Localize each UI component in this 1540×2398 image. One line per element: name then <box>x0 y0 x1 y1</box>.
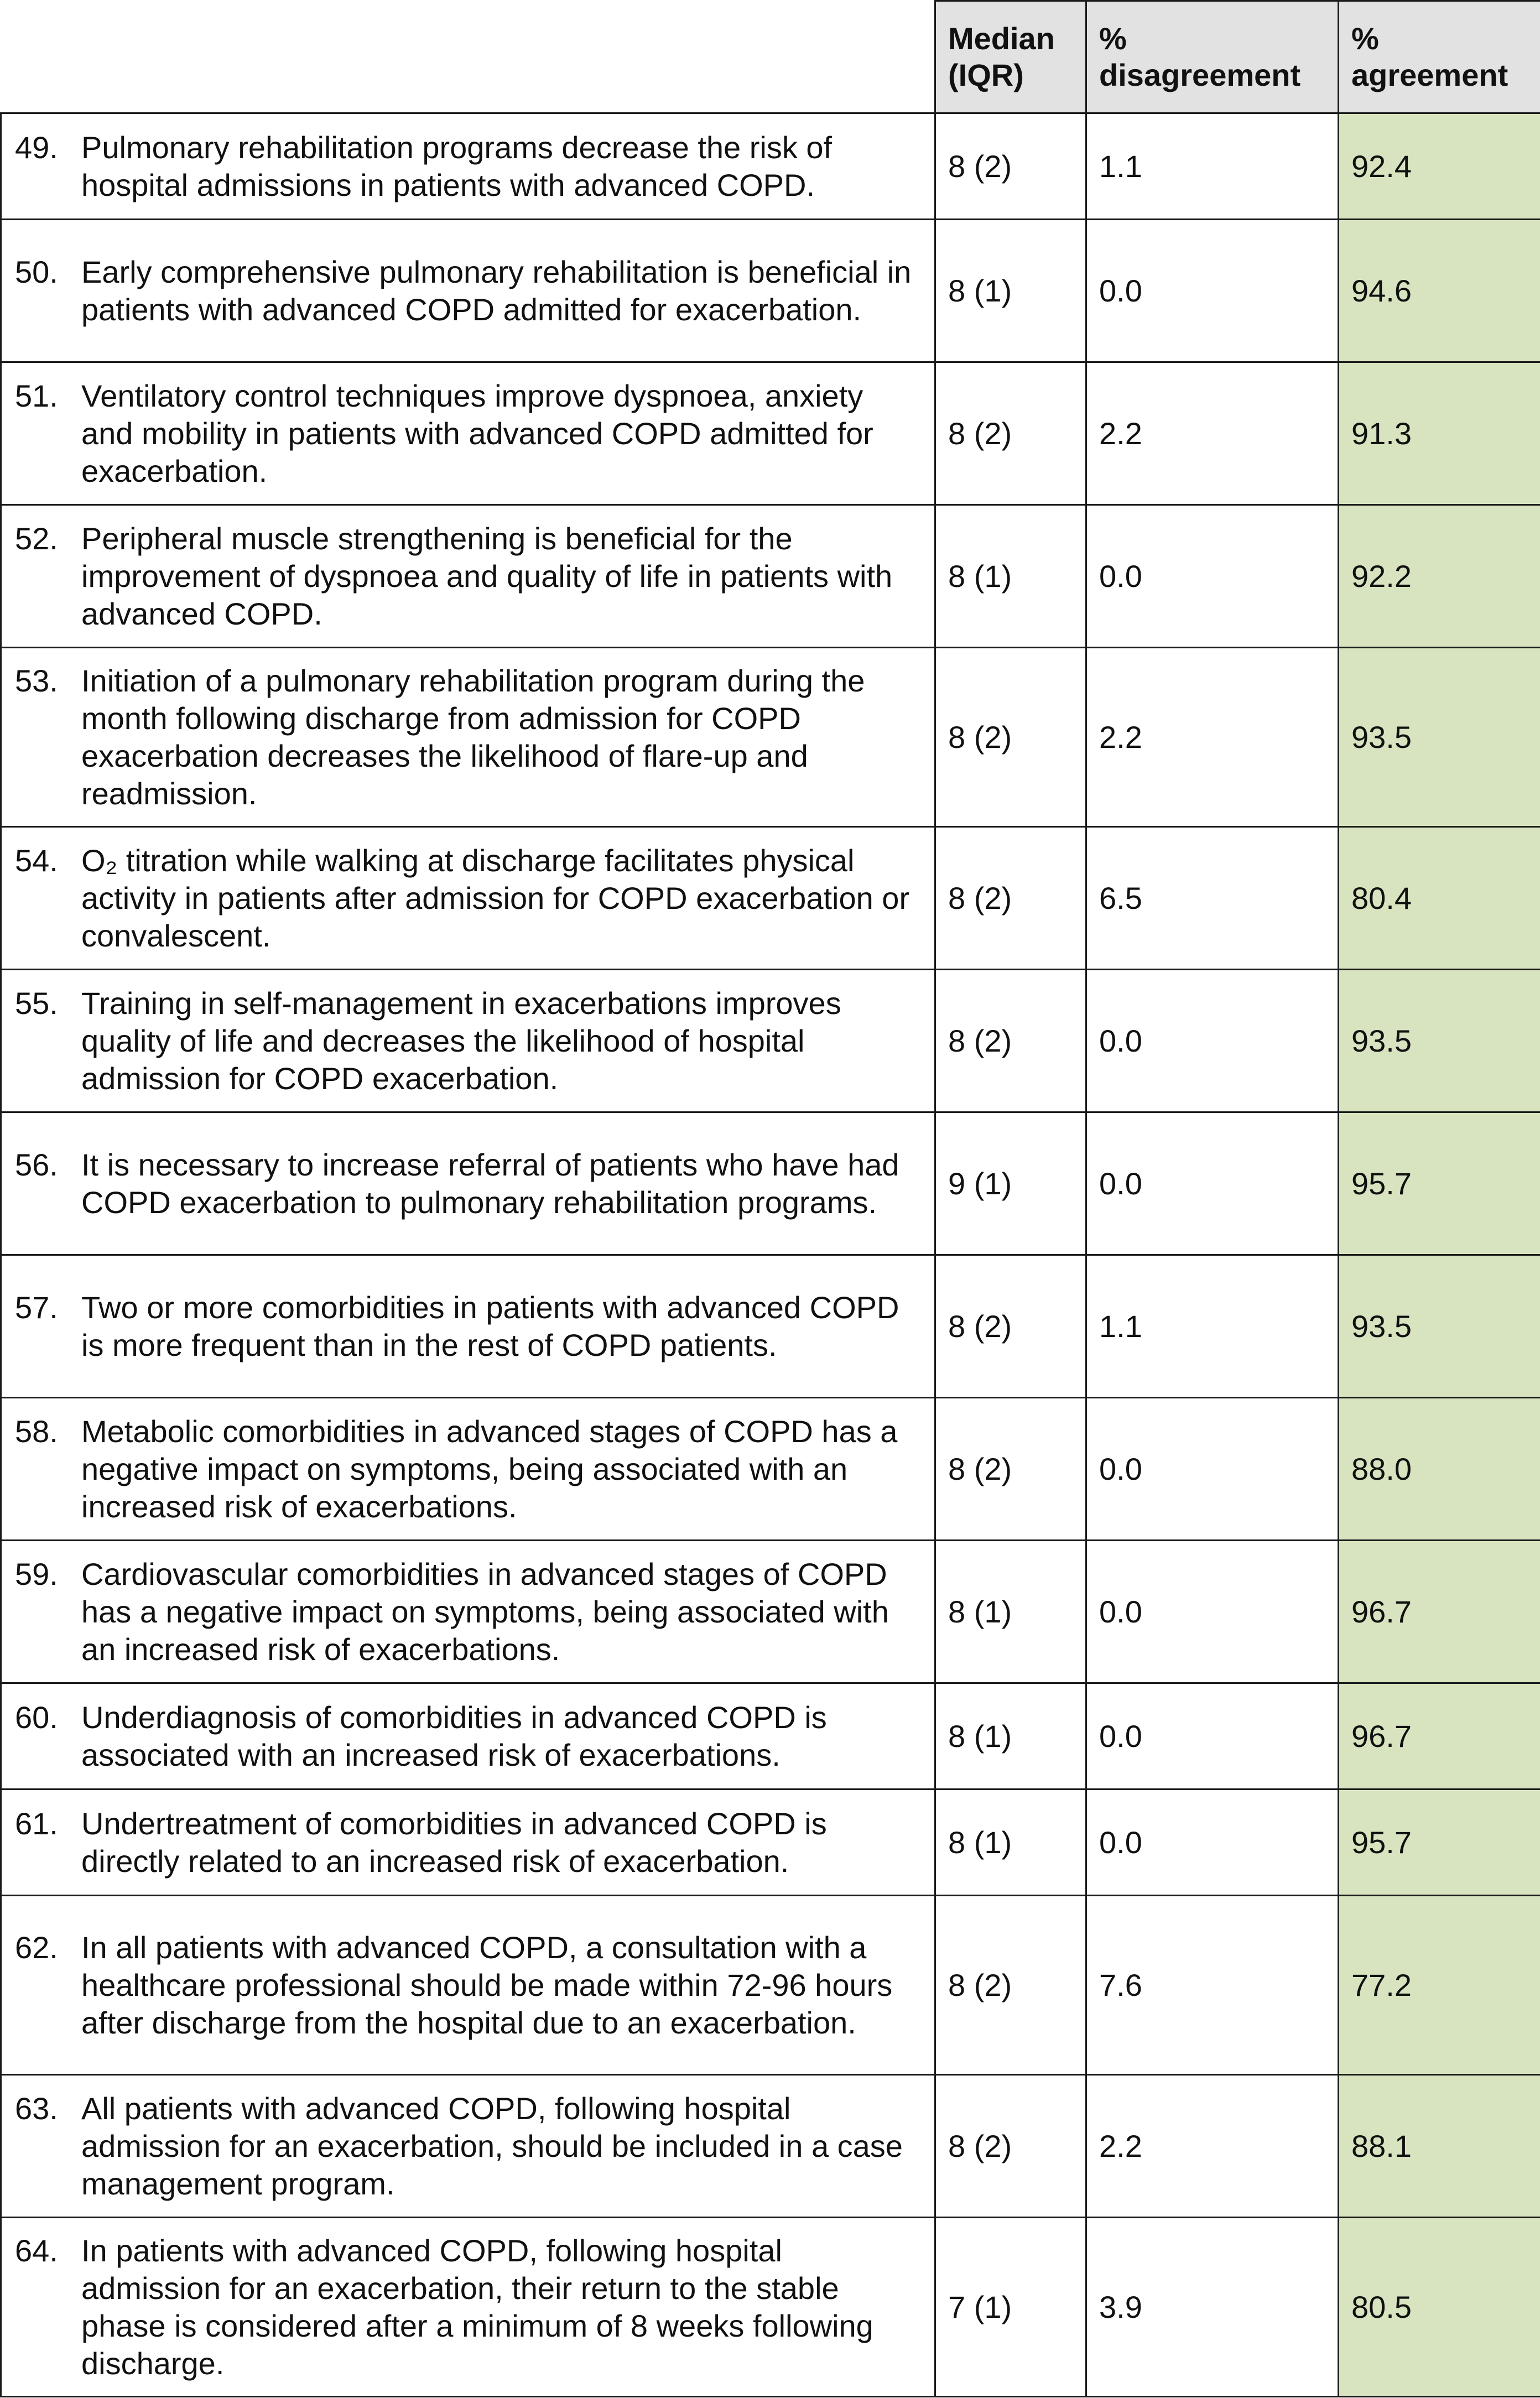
statement-cell <box>1 1896 935 2075</box>
disagreement-cell: 6.5 <box>1086 827 1339 970</box>
statement-number: 60. <box>15 1699 58 1735</box>
statement-text: Metabolic comorbidities in advanced stages of COPD has a negative impact on symptoms, being associated with an increased risk of exacerbations. <box>81 1413 898 1524</box>
table-row <box>1 1896 1540 2075</box>
statement-number: 51. <box>15 378 58 413</box>
statement-content <box>15 377 923 490</box>
median-cell: 8 (2) <box>935 362 1086 505</box>
statement-text: Ventilatory control techniques improve dyspnoea, anxiety and mobility in patients with advanced COPD admitted for exacerbation. <box>81 378 873 488</box>
table-row <box>1 113 1540 220</box>
disagreement-cell: 0.0 <box>1086 1683 1339 1790</box>
agreement-cell: 94.6 <box>1339 220 1540 362</box>
disagreement-cell: 0.0 <box>1086 220 1339 362</box>
statement-content <box>15 1699 923 1774</box>
disagreement-cell: 0.0 <box>1086 1790 1339 1896</box>
agreement-cell: 95.7 <box>1339 1112 1540 1255</box>
statement-number: 50. <box>15 254 58 289</box>
disagreement-cell: 2.2 <box>1086 362 1339 505</box>
disagreement-cell: 0.0 <box>1086 970 1339 1112</box>
disagreement-cell: 2.2 <box>1086 2075 1339 2218</box>
disagreement-cell: 2.2 <box>1086 648 1339 827</box>
header-agreement: % agreement <box>1339 1 1540 113</box>
statement-content <box>15 842 923 955</box>
statement-text: Early comprehensive pulmonary rehabilitation is beneficial in patients with advanced COPD admitted for exacerbation. <box>81 254 912 327</box>
agreement-cell: 95.7 <box>1339 1790 1540 1896</box>
agreement-cell: 88.0 <box>1339 1398 1540 1541</box>
statement-content <box>15 1413 923 1526</box>
disagreement-cell: 1.1 <box>1086 113 1339 220</box>
median-cell: 8 (2) <box>935 2075 1086 2218</box>
statement-cell <box>1 362 935 505</box>
statement-number: 59. <box>15 1556 58 1591</box>
header-median: Median (IQR) <box>935 1 1086 113</box>
statement-text: In all patients with advanced COPD, a consultation with a healthcare professional should be made within 72-96 hours after discharge from the hospital due to an exacerbation. <box>81 1929 893 2040</box>
median-cell: 8 (1) <box>935 1790 1086 1896</box>
statement-cell <box>1 220 935 362</box>
table-row <box>1 220 1540 362</box>
header-row <box>1 1 1540 113</box>
table-row <box>1 1112 1540 1255</box>
disagreement-cell: 3.9 <box>1086 2218 1339 2397</box>
median-cell: 8 (1) <box>935 1683 1086 1790</box>
median-cell: 8 (1) <box>935 1541 1086 1683</box>
statement-number: 62. <box>15 1929 58 1965</box>
table-row <box>1 1541 1540 1683</box>
agreement-cell: 88.1 <box>1339 2075 1540 2218</box>
statement-content <box>15 662 923 813</box>
statement-text: Peripheral muscle strengthening is beneficial for the improvement of dyspnoea and quality of life in patients with advanced COPD. <box>81 521 893 631</box>
table-row <box>1 1790 1540 1896</box>
statement-cell <box>1 1398 935 1541</box>
statement-number: 49. <box>15 129 58 165</box>
statement-number: 63. <box>15 2090 58 2126</box>
statement-number: 58. <box>15 1413 58 1449</box>
header-blank-cell <box>1 1 935 113</box>
statement-cell <box>1 2075 935 2218</box>
agreement-cell: 93.5 <box>1339 648 1540 827</box>
table-row <box>1 1255 1540 1398</box>
statement-text: Undertreatment of comorbidities in advanced COPD is directly related to an increased risk of exacerbation. <box>81 1806 827 1879</box>
statement-number: 54. <box>15 842 58 878</box>
median-cell: 8 (1) <box>935 505 1086 648</box>
statement-cell <box>1 2218 935 2397</box>
statement-cell <box>1 827 935 970</box>
statement-text: Training in self-management in exacerbations improves quality of life and decreases the likelihood of hospital admission for COPD exacerbation. <box>81 985 841 1096</box>
table-row <box>1 2218 1540 2397</box>
statement-text: Cardiovascular comorbidities in advanced stages of COPD has a negative impact on symptoms, being associated with an increased risk of exacerbations. <box>81 1556 889 1667</box>
statement-text: Pulmonary rehabilitation programs decrease the risk of hospital admissions in patients with advanced COPD. <box>81 129 833 202</box>
median-cell: 8 (2) <box>935 1896 1086 2075</box>
header-disagreement: % disagreement <box>1086 1 1339 113</box>
statement-cell <box>1 1790 935 1896</box>
table-row <box>1 1398 1540 1541</box>
statement-content <box>15 1289 923 1364</box>
median-cell: 7 (1) <box>935 2218 1086 2397</box>
median-cell: 8 (2) <box>935 648 1086 827</box>
median-cell: 8 (2) <box>935 1398 1086 1541</box>
agreement-cell: 80.5 <box>1339 2218 1540 2397</box>
statement-content <box>15 1146 923 1221</box>
median-cell: 8 (2) <box>935 1255 1086 1398</box>
median-cell: 9 (1) <box>935 1112 1086 1255</box>
median-cell: 8 (2) <box>935 970 1086 1112</box>
statement-text: All patients with advanced COPD, following hospital admission for an exacerbation, should be included in a case management program. <box>81 2090 903 2201</box>
statement-content <box>15 2232 923 2383</box>
statement-number: 56. <box>15 1147 58 1182</box>
agreement-cell: 96.7 <box>1339 1683 1540 1790</box>
statement-text: Underdiagnosis of comorbidities in advanced COPD is associated with an increased risk of exacerbations. <box>81 1699 827 1772</box>
table-row <box>1 1683 1540 1790</box>
statement-cell <box>1 970 935 1112</box>
statement-text: It is necessary to increase referral of patients who have had COPD exacerbation to pulmonary rehabilitation programs. <box>81 1147 899 1220</box>
statement-number: 52. <box>15 521 58 556</box>
median-cell: 8 (2) <box>935 113 1086 220</box>
disagreement-cell: 0.0 <box>1086 1398 1339 1541</box>
table-row <box>1 505 1540 648</box>
statement-text: Initiation of a pulmonary rehabilitation program during the month following discharge from admission for COPD exacerbation decreases the likelihood of flare-up and readmission. <box>81 663 865 811</box>
agreement-cell: 96.7 <box>1339 1541 1540 1683</box>
table-row <box>1 362 1540 505</box>
median-cell: 8 (1) <box>935 220 1086 362</box>
table-row <box>1 827 1540 970</box>
statement-content <box>15 129 923 204</box>
statement-cell <box>1 1112 935 1255</box>
table-row <box>1 970 1540 1112</box>
statement-number: 57. <box>15 1289 58 1325</box>
statement-number: 64. <box>15 2233 58 2268</box>
statement-content <box>15 253 923 329</box>
statement-cell <box>1 648 935 827</box>
statement-content <box>15 2090 923 2203</box>
statement-text: Two or more comorbidities in patients with advanced COPD is more frequent than in the rest of COPD patients. <box>81 1289 899 1362</box>
median-cell: 8 (2) <box>935 827 1086 970</box>
statement-number: 53. <box>15 663 58 698</box>
statement-cell <box>1 1541 935 1683</box>
table-row <box>1 2075 1540 2218</box>
agreement-cell: 92.4 <box>1339 113 1540 220</box>
disagreement-cell: 1.1 <box>1086 1255 1339 1398</box>
disagreement-cell: 0.0 <box>1086 1541 1339 1683</box>
statement-text: In patients with advanced COPD, following hospital admission for an exacerbation, their return to the stable phase is considered after a minimum of 8 weeks following discharge. <box>81 2233 873 2381</box>
statement-cell <box>1 1255 935 1398</box>
statement-content <box>15 1805 923 1880</box>
disagreement-cell: 7.6 <box>1086 1896 1339 2075</box>
statement-content <box>15 985 923 1097</box>
table-row <box>1 648 1540 827</box>
table-header <box>1 1 1540 113</box>
disagreement-cell: 0.0 <box>1086 1112 1339 1255</box>
disagreement-cell: 0.0 <box>1086 505 1339 648</box>
agreement-cell: 91.3 <box>1339 362 1540 505</box>
agreement-cell: 77.2 <box>1339 1896 1540 2075</box>
statement-content <box>15 1556 923 1668</box>
agreement-cell: 80.4 <box>1339 827 1540 970</box>
statement-number: 55. <box>15 985 58 1021</box>
statement-number: 61. <box>15 1806 58 1841</box>
statement-cell <box>1 113 935 220</box>
agreement-cell: 92.2 <box>1339 505 1540 648</box>
table-body <box>1 113 1540 2397</box>
statement-content <box>15 520 923 633</box>
agreement-cell: 93.5 <box>1339 970 1540 1112</box>
agreement-cell: 93.5 <box>1339 1255 1540 1398</box>
statement-cell <box>1 1683 935 1790</box>
statement-content <box>15 1929 923 2042</box>
statement-text: O₂ titration while walking at discharge facilitates physical activity in patients after admission for COPD exacerbation or convalescent. <box>81 842 910 953</box>
statement-cell <box>1 505 935 648</box>
